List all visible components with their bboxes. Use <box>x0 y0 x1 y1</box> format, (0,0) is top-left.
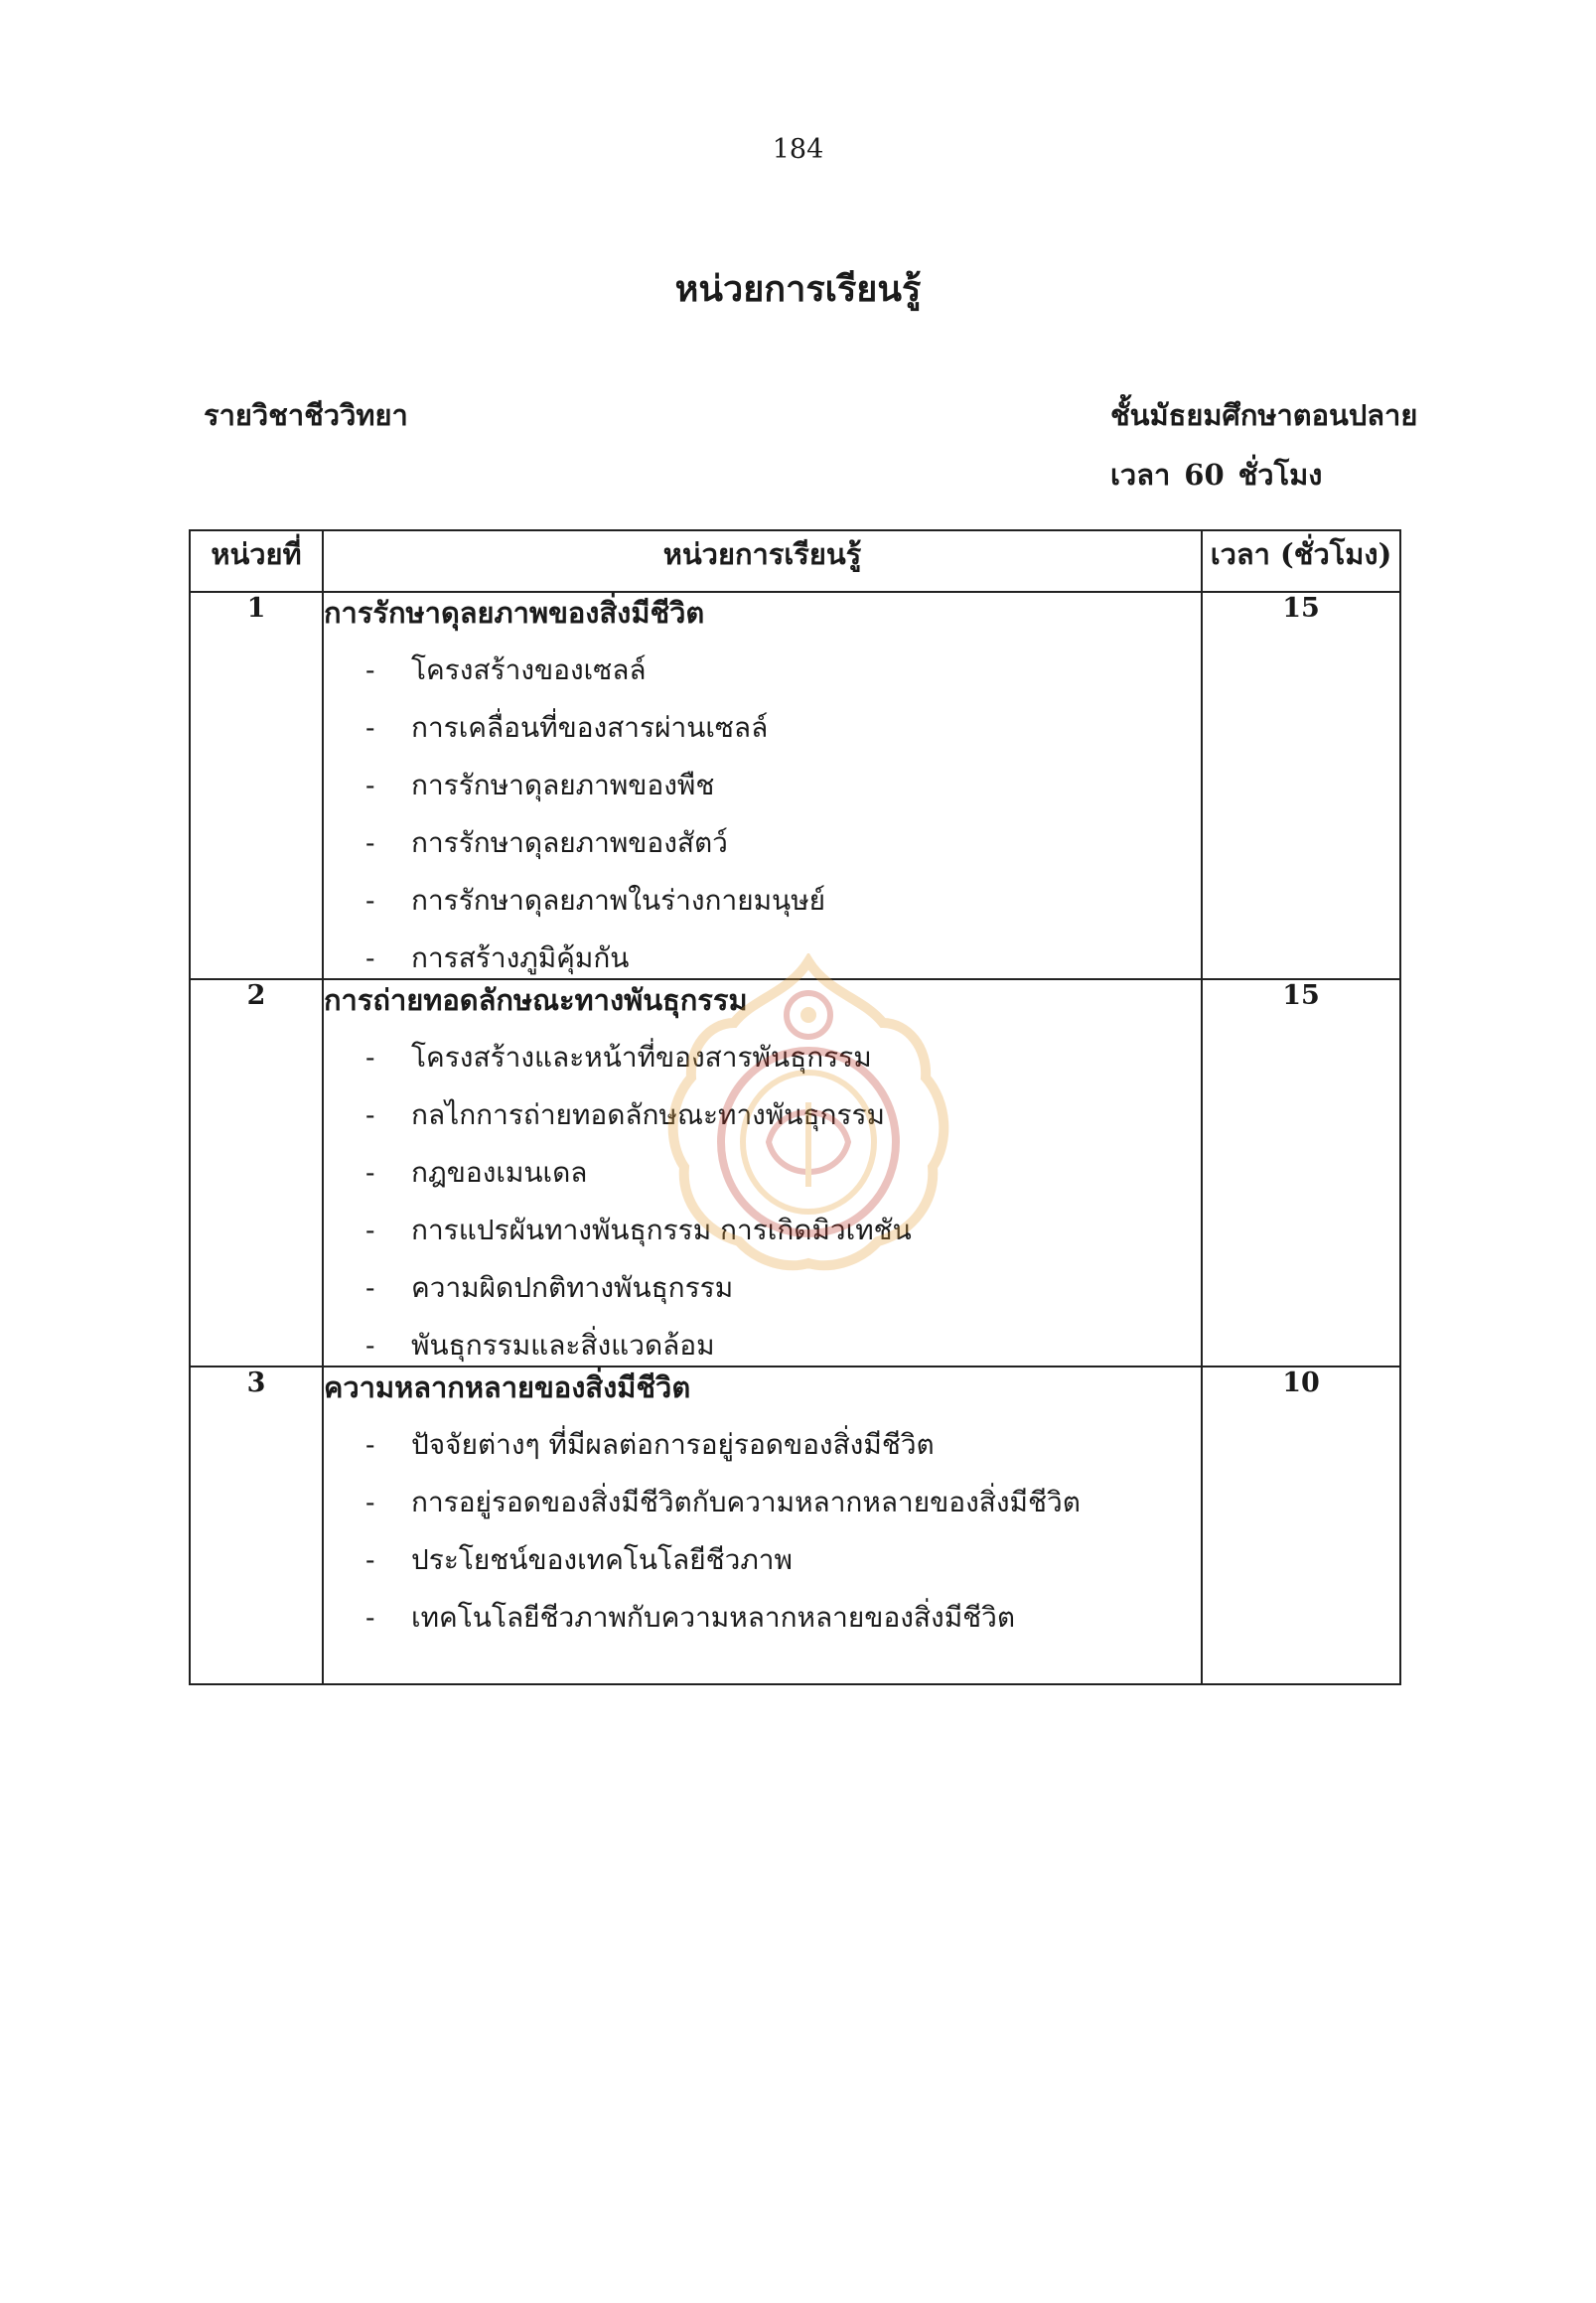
bullet-dash: - <box>365 769 375 801</box>
bullet-dash: - <box>365 941 375 974</box>
header-unit-content: หน่วยการเรียนรู้ <box>323 530 1202 592</box>
duration-unit: ชั่วโมง <box>1237 458 1323 492</box>
topic-text: ประโยชน์ของเทคโนโลยีชีวภาพ <box>411 1543 793 1576</box>
topic-text: การรักษาดุลยภาพของสัตว์ <box>411 826 728 859</box>
table-row <box>190 979 1400 1367</box>
topic-text: กลไกการถ่ายทอดลักษณะทางพันธุกรรม <box>411 1098 886 1131</box>
subject-name: รายวิชาชีววิทยา <box>204 398 408 432</box>
topic-text: การรักษาดุลยภาพของพืช <box>411 769 715 801</box>
topic-list <box>324 1425 1201 1638</box>
unit-content <box>323 592 1202 979</box>
header-unit-number: หน่วยที่ <box>190 530 323 592</box>
bullet-dash: - <box>365 1329 375 1362</box>
list-item <box>324 1268 1201 1308</box>
bullet-dash: - <box>365 653 375 686</box>
learning-units-table <box>189 529 1401 1685</box>
topic-text: การอยู่รอดของสิ่งมีชีวิตกับความหลากหลายของสิ่งมีชีวิต <box>411 1486 1081 1518</box>
list-item <box>324 650 1201 690</box>
page-number: 184 <box>772 134 824 165</box>
topic-list <box>324 1038 1201 1366</box>
list-item <box>324 1153 1201 1193</box>
topic-list <box>324 650 1201 978</box>
topic-text: ปัจจัยต่างๆ ที่มีผลต่อการอยู่รอดของสิ่งมีชีวิต <box>411 1428 935 1461</box>
duration-label: เวลา <box>1110 458 1171 492</box>
unit-hours: 15 <box>1202 592 1400 979</box>
unit-content <box>323 1367 1202 1684</box>
list-item <box>324 1038 1201 1078</box>
duration-value: 60 <box>1184 458 1225 492</box>
topic-text: โครงสร้างและหน้าที่ของสารพันธุกรรม <box>411 1041 872 1074</box>
unit-title: ความหลากหลายของสิ่งมีชีวิต <box>324 1370 691 1404</box>
bullet-dash: - <box>365 1156 375 1189</box>
bullet-dash: - <box>365 1041 375 1074</box>
topic-text: เทคโนโลยีชีวภาพกับความหลากหลายของสิ่งมีชีวิต <box>411 1601 1016 1634</box>
list-item <box>324 938 1201 978</box>
bullet-dash: - <box>365 1486 375 1518</box>
list-item <box>324 1326 1201 1366</box>
bullet-dash: - <box>365 826 375 859</box>
bullet-dash: - <box>365 1214 375 1246</box>
list-item <box>324 1483 1201 1522</box>
topic-text: การรักษาดุลยภาพในร่างกายมนุษย์ <box>411 884 826 917</box>
list-item <box>324 1598 1201 1638</box>
bullet-dash: - <box>365 884 375 917</box>
unit-number: 1 <box>190 592 323 979</box>
page-title: หน่วยการเรียนรู้ <box>674 268 922 310</box>
topic-text: พันธุกรรมและสิ่งแวดล้อม <box>411 1329 715 1362</box>
bullet-dash: - <box>365 711 375 744</box>
list-item <box>324 1540 1201 1580</box>
bullet-dash: - <box>365 1601 375 1634</box>
topic-text: การสร้างภูมิคุ้มกัน <box>411 941 630 974</box>
table-row <box>190 1367 1400 1684</box>
table-header-row <box>190 530 1400 592</box>
unit-hours: 15 <box>1202 979 1400 1367</box>
unit-hours: 10 <box>1202 1367 1400 1684</box>
unit-number: 3 <box>190 1367 323 1684</box>
list-item <box>324 1211 1201 1250</box>
table-row <box>190 592 1400 979</box>
topic-text: การแปรผันทางพันธุกรรม การเกิดมิวเทชัน <box>411 1214 912 1246</box>
unit-title: การรักษาดุลยภาพของสิ่งมีชีวิต <box>324 596 705 630</box>
unit-number: 2 <box>190 979 323 1367</box>
topic-text: โครงสร้างของเซลล์ <box>411 653 647 686</box>
topic-text: กฎของเมนเดล <box>411 1156 588 1189</box>
bullet-dash: - <box>365 1271 375 1304</box>
grade-level: ชั้นมัธยมศึกษาตอนปลาย <box>1110 398 1418 432</box>
list-item <box>324 881 1201 921</box>
bullet-dash: - <box>365 1543 375 1576</box>
topic-text: ความผิดปกติทางพันธุกรรม <box>411 1271 734 1304</box>
topic-text: การเคลื่อนที่ของสารผ่านเซลล์ <box>411 711 769 744</box>
bullet-dash: - <box>365 1098 375 1131</box>
total-duration <box>1110 452 1322 498</box>
header-hours: เวลา (ชั่วโมง) <box>1202 530 1400 592</box>
unit-title: การถ่ายทอดลักษณะทางพันธุกรรม <box>324 983 748 1017</box>
list-item <box>324 1095 1201 1135</box>
unit-content <box>323 979 1202 1367</box>
list-item <box>324 823 1201 863</box>
bullet-dash: - <box>365 1428 375 1461</box>
list-item <box>324 766 1201 805</box>
list-item <box>324 1425 1201 1465</box>
list-item <box>324 708 1201 748</box>
